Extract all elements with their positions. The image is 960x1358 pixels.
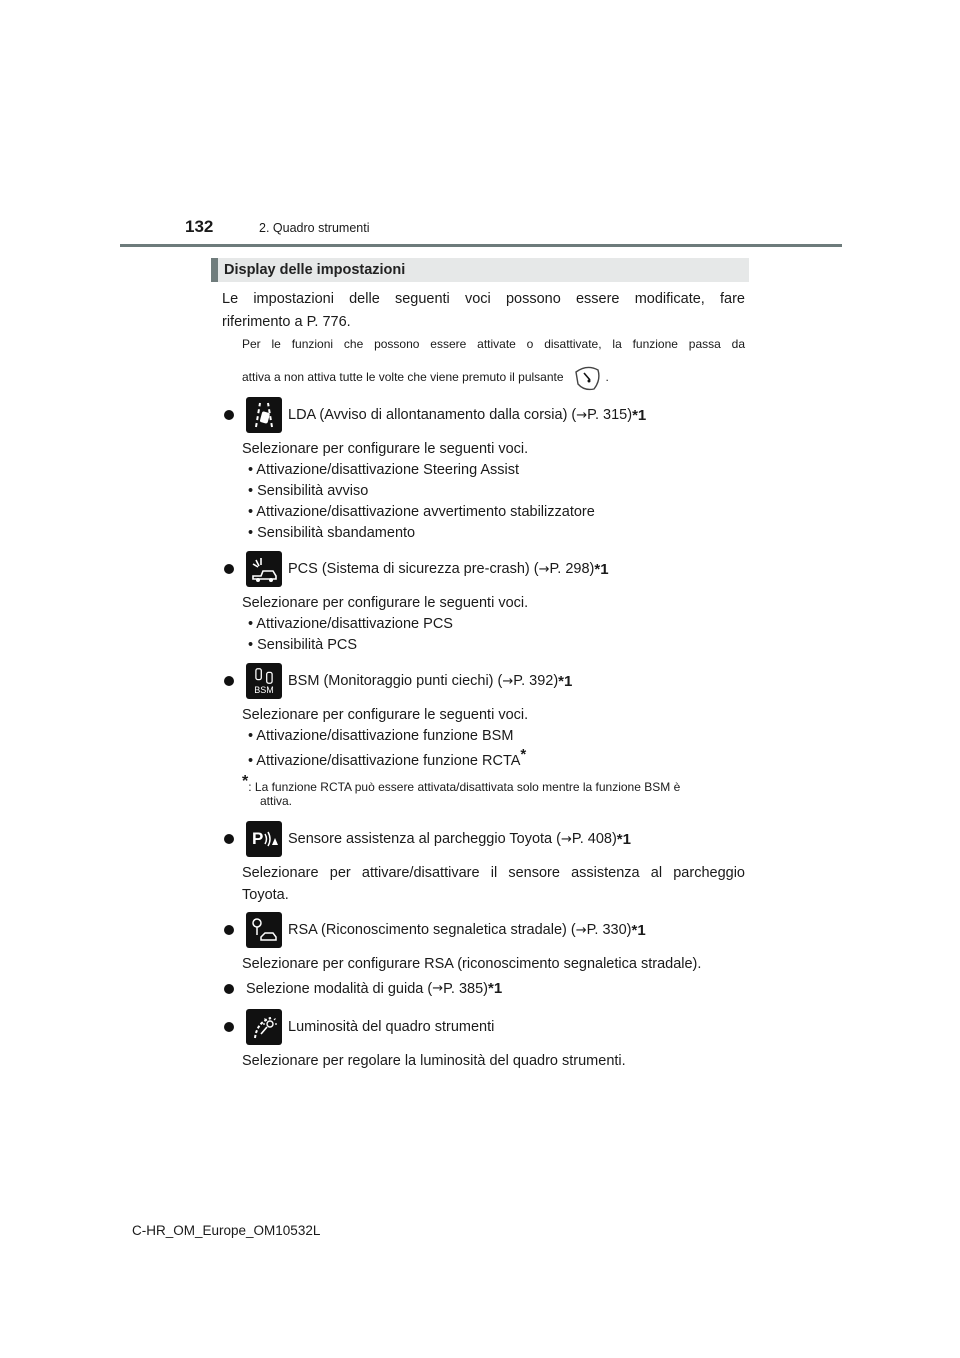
- header-rule: [120, 244, 842, 247]
- rsa-ref[interactable]: P. 330): [586, 922, 632, 938]
- rsa-title: RSA (Riconoscimento segnaletica stradale) (: [288, 922, 576, 938]
- lda-bullet: • Attivazione/disattivazione Steering Assist: [248, 462, 520, 478]
- item-drive-mode: [224, 980, 502, 997]
- item-lda: [224, 397, 646, 433]
- page-number: 132: [185, 217, 214, 236]
- arrow-glyph: →: [576, 407, 588, 423]
- pcs-bullet: • Sensibilità PCS: [248, 637, 358, 653]
- bsm-bullet-rcta: [248, 744, 526, 772]
- note-line-1: Per le funzioni che possono essere attivate o disattivate, la funzione passa da: [242, 337, 745, 351]
- bsm-footnote-cont: attiva.: [260, 794, 293, 808]
- parking-desc-1: Selezionare per attivare/disattivare il sensore assistenza al parcheggio: [242, 865, 745, 881]
- bsm-icon: [246, 663, 282, 699]
- pcs-icon: [246, 551, 282, 587]
- bsm-bullet: • Attivazione/disattivazione funzione RCTA: [248, 752, 521, 769]
- bsm-footnote: [242, 773, 680, 794]
- bullet-dot: [224, 564, 234, 574]
- bullet-dot: [224, 984, 234, 994]
- steering-switch-icon: [572, 362, 602, 392]
- svg-text:P: P: [252, 829, 264, 848]
- bullet-dot: [224, 676, 234, 686]
- rsa-desc: Selezionare per configurare RSA (riconoscimento segnaletica stradale).: [242, 956, 702, 972]
- arrow-glyph: →: [432, 981, 444, 996]
- lda-bullet: • Sensibilità avviso: [248, 483, 369, 499]
- footnote-star: *: [520, 746, 527, 763]
- note-end: .: [605, 370, 609, 384]
- item-bsm: [224, 663, 572, 699]
- pcs-ref[interactable]: P. 298): [549, 561, 595, 577]
- item-brightness: [224, 1009, 494, 1045]
- arrow-glyph: →: [575, 922, 587, 938]
- arrow-glyph: →: [502, 673, 514, 689]
- lda-bullet: • Sensibilità sbandamento: [248, 525, 416, 541]
- section-title: Display delle impostazioni: [224, 262, 406, 278]
- bsm-bullet: • Attivazione/disattivazione funzione BSM: [248, 728, 514, 744]
- footnote-ref: *1: [558, 672, 573, 690]
- rsa-icon: [246, 912, 282, 948]
- document-code: C-HR_OM_Europe_OM10532L: [132, 1223, 321, 1238]
- item-pcs: [224, 551, 609, 587]
- drive-title: Selezione modalità di guida (: [246, 980, 433, 997]
- lda-title: LDA (Avviso di allontanamento dalla corsia) (: [288, 407, 577, 423]
- bsm-title: BSM (Monitoraggio punti ciechi) (: [288, 673, 503, 689]
- pcs-title: PCS (Sistema di sicurezza pre-crash) (: [288, 561, 539, 577]
- footnote-ref: *1: [616, 830, 631, 848]
- note-line-2: [242, 362, 609, 392]
- item-parking-sensor: [224, 821, 631, 857]
- footnote-text: : La funzione RCTA può essere attivata/disattivata solo mentre la funzione BSM è: [248, 780, 681, 794]
- parking-desc-2: Toyota.: [242, 887, 289, 903]
- footnote-ref: *1: [631, 921, 646, 939]
- brightness-title: Luminosità del quadro strumenti: [288, 1019, 495, 1035]
- intro-line-2: riferimento a P. 776.: [222, 314, 351, 330]
- drive-ref[interactable]: P. 385): [443, 980, 488, 997]
- note-text: attiva a non attiva tutte le volte che viene premuto il pulsante: [242, 370, 564, 384]
- parking-title: Sensore assistenza al parcheggio Toyota (: [288, 831, 561, 847]
- arrow-glyph: →: [560, 831, 572, 847]
- lda-ref[interactable]: P. 315): [587, 407, 633, 423]
- bsm-ref[interactable]: P. 392): [513, 673, 559, 689]
- bullet-dot: [224, 410, 234, 420]
- parking-ref[interactable]: P. 408): [571, 831, 617, 847]
- section-header-bar: [211, 258, 218, 282]
- footnote-star: *: [242, 773, 249, 790]
- chapter-title: 2. Quadro strumenti: [259, 221, 370, 235]
- intro-line-1: Le impostazioni delle seguenti voci possono essere modificate, fare: [222, 291, 745, 307]
- bullet-dot: [224, 925, 234, 935]
- lda-desc: Selezionare per configurare le seguenti voci.: [242, 441, 529, 457]
- bsm-icon-label: BSM: [254, 685, 274, 695]
- footnote-ref: *1: [488, 980, 503, 997]
- footnote-ref: *1: [594, 560, 609, 578]
- parking-sensor-icon: [246, 821, 282, 857]
- footnote-ref: *1: [632, 406, 647, 424]
- pcs-bullet: • Attivazione/disattivazione PCS: [248, 616, 453, 632]
- section-header: [211, 258, 749, 282]
- bullet-dot: [224, 834, 234, 844]
- lda-bullet: • Attivazione/disattivazione avvertimento stabilizzatore: [248, 504, 595, 520]
- bullet-dot: [224, 1022, 234, 1032]
- arrow-glyph: →: [538, 561, 550, 577]
- pcs-desc: Selezionare per configurare le seguenti voci.: [242, 595, 529, 611]
- brightness-desc: Selezionare per regolare la luminosità del quadro strumenti.: [242, 1053, 626, 1069]
- brightness-icon: [246, 1009, 282, 1045]
- bsm-desc: Selezionare per configurare le seguenti voci.: [242, 707, 529, 723]
- lda-icon: [246, 397, 282, 433]
- item-rsa: [224, 912, 646, 948]
